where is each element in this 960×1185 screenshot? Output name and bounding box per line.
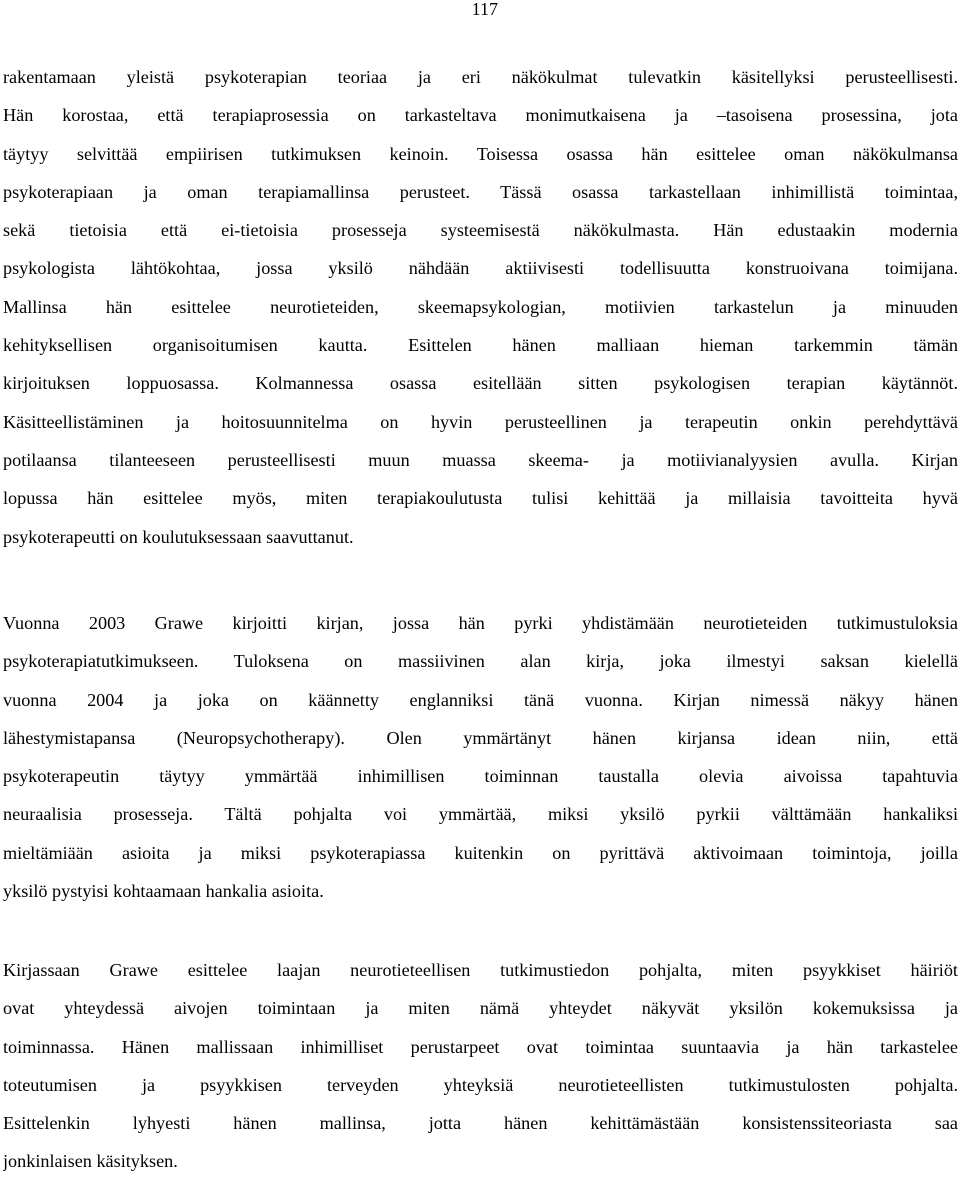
paragraph-line: yksilö pystyisi kohtaamaan hankalia asioita. — [3, 881, 324, 902]
paragraph-line: psykoterapeutin täytyy ymmärtää inhimillisen toiminnan taustalla olevia aivoissa tapahtuvia — [3, 766, 958, 787]
paragraph-line: psykoterapiaan ja oman terapiamallinsa perusteet. Tässä osassa tarkastellaan inhimillistä toimintaa, — [3, 181, 958, 202]
paragraph-line: täytyy selvittää empiirisen tutkimuksen keinoin. Toisessa osassa hän esittelee oman näkökulmansa — [3, 143, 958, 164]
paragraph-line: kirjoituksen loppuosassa. Kolmannessa osassa esitellään sitten psykologisen terapian käytännöt. — [3, 373, 958, 394]
paragraph-line: toteutumisen ja psyykkisen terveyden yhteyksiä neurotieteellisten tutkimustulosten pohjalta. — [3, 1074, 958, 1095]
paragraph-line: psykologista lähtökohtaa, jossa yksilö nähdään aktiivisesti todellisuutta konstruoivana toimijana. — [3, 258, 958, 279]
paragraph-line: toiminnassa. Hänen mallissaan inhimilliset perustarpeet ovat toimintaa suuntaavia ja hän tarkastelee — [3, 1036, 958, 1057]
page-number: 117 — [471, 0, 498, 19]
paragraph-line: jonkinlaisen käsityksen. — [3, 1151, 178, 1172]
paragraph-line: neuraalisia prosesseja. Tältä pohjalta voi ymmärtää, miksi yksilö pyrkii välttämään hankaliksi — [3, 804, 958, 825]
paragraph-line: vuonna 2004 ja joka on käännetty englanniksi tänä vuonna. Kirjan nimessä näkyy hänen — [3, 689, 958, 710]
paragraph-line: Mallinsa hän esittelee neurotieteiden, skeemapsykologian, motiivien tarkastelun ja minuuden — [3, 296, 958, 317]
paragraph-line: psykoterapiatutkimukseen. Tuloksena on massiivinen alan kirja, joka ilmestyi saksan kielellä — [3, 651, 958, 672]
paragraph-3 — [3, 951, 958, 1181]
paragraph-line: Esittelenkin lyhyesti hänen mallinsa, jotta hänen kehittämästään konsistenssiteoriasta saa — [3, 1113, 958, 1134]
paragraph-line: Kirjassaan Grawe esittelee laajan neurotieteellisen tutkimustiedon pohjalta, miten psyykkiset häiriöt — [3, 960, 958, 980]
paragraph-line: lopussa hän esittelee myös, miten terapiakoulutusta tulisi kehittää ja millaisia tavoitteita hyvä — [3, 488, 958, 509]
paragraph-line: psykoterapeutti on koulutuksessaan saavuttanut. — [3, 526, 354, 547]
paragraph-line: Hän korostaa, että terapiaprosessia on tarkasteltava monimutkaisena ja –tasoisena prosessina, jota — [3, 105, 958, 126]
paragraph-line: sekä tietoisia että ei-tietoisia prosesseja systeemisestä näkökulmasta. Hän edustaakin modernia — [3, 220, 958, 241]
paragraph-line: lähestymistapansa (Neuropsychotherapy). Olen ymmärtänyt hänen kirjansa idean niin, että — [3, 727, 958, 748]
paragraph-2 — [3, 604, 958, 910]
paragraph-line: Käsitteellistäminen ja hoitosuunnitelma on hyvin perusteellinen ja terapeutin onkin perehdyttävä — [3, 411, 958, 432]
paragraph-line: kehityksellisen organisoitumisen kautta. Esittelen hänen malliaan hieman tarkemmin tämän — [3, 335, 958, 356]
paragraph-line: Vuonna 2003 Grawe kirjoitti kirjan, jossa hän pyrki yhdistämään neurotieteiden tutkimustuloksia — [3, 613, 958, 633]
paragraph-line: ovat yhteydessä aivojen toimintaan ja miten nämä yhteydet näkyvät yksilön kokemuksissa ja — [3, 998, 958, 1019]
paragraph-1 — [3, 58, 958, 556]
paragraph-line: rakentamaan yleistä psykoterapian teoriaa ja eri näkökulmat tulevatkin käsitellyksi perusteellisesti. — [3, 67, 958, 87]
paragraph-line: potilaansa tilanteeseen perusteellisesti muun muassa skeema- ja motiivianalyysien avulla. Kirjan — [3, 449, 958, 470]
paragraph-line: mieltämiään asioita ja miksi psykoterapiassa kuitenkin on pyrittävä aktivoimaan toimintoja, joilla — [3, 842, 958, 863]
